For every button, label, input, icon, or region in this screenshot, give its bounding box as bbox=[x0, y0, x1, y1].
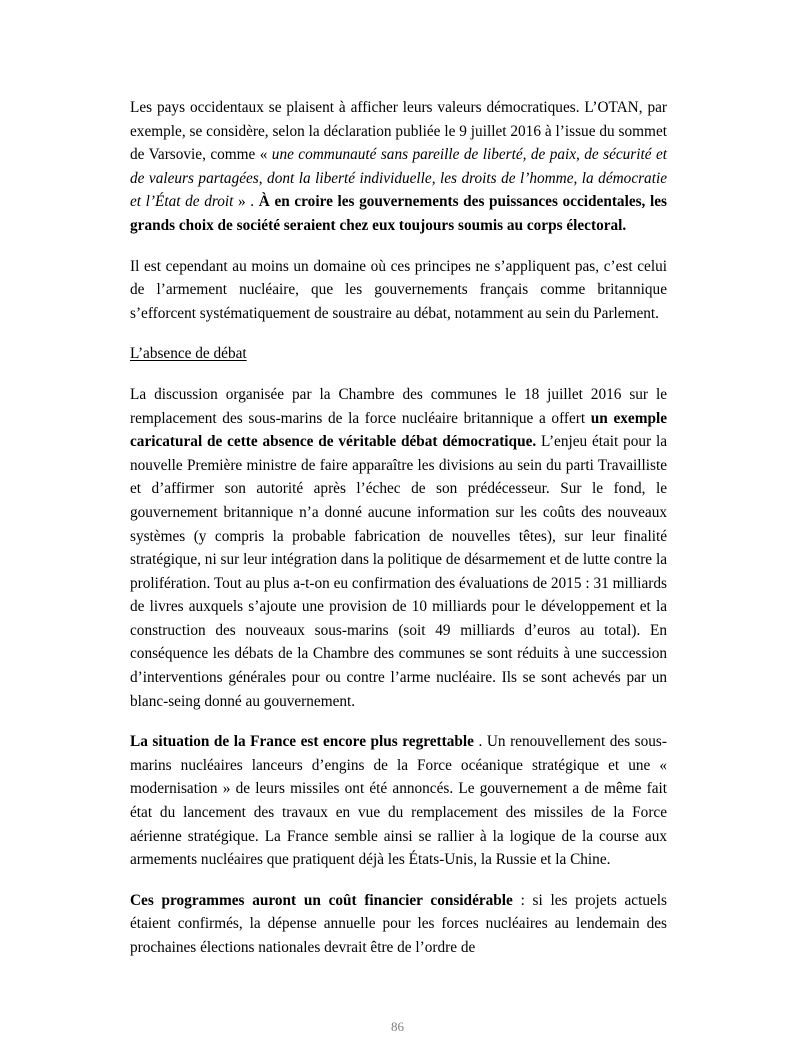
text-run-bold: Ces programmes auront un coût financier considérable bbox=[130, 891, 513, 909]
text-run: Les pays occidentaux se plaisent à afficher leurs valeurs démocratiques. L’OTAN, par exemple, se considère, selon la déclaration publiée le 9 juillet 2016 à l’issue du sommet de Varsovie, comme « bbox=[130, 99, 667, 164]
page-number: 86 bbox=[391, 1019, 404, 1034]
paragraph-2 bbox=[130, 255, 667, 326]
paragraph-3 bbox=[130, 383, 667, 713]
section-heading-label: L’absence de débat bbox=[130, 345, 247, 363]
text-run: » . bbox=[233, 193, 259, 211]
paragraph-1 bbox=[130, 96, 667, 238]
section-heading bbox=[130, 342, 667, 366]
text-run-bold: un exemple caricatural de cette absence de véritable débat démocratique. bbox=[130, 409, 668, 451]
paragraph-5 bbox=[130, 889, 667, 960]
text-run: L’enjeu était pour la nouvelle Première ministre de faire apparaître les divisions au sein du parti Travailliste et d’affirmer son autorité après l’échec de son prédécesseur. Sur le fond, le gouvernement britannique n’a donné aucune information sur les coûts des nouveaux systèmes (y compris la probable fabrication de nouvelles têtes), sur leur finalité stratégique, ni sur leur intégration dans la politique de désarmement et de lutte contre la prolifération. Tout au plus a-t-on eu confirmation des évaluations de 2015 : 31 milliards de livres auxquels s’ajoute une provision de 10 milliards pour le développement et la construction des nouveaux sous-marins (soit 49 milliards d’euros au total). En conséquence les débats de la Chambre des communes se sont réduits à une succession d’interventions générales pour ou contre l’arme nucléaire. Ils se sont achevés par un blanc-seing donné au gouvernement. bbox=[130, 433, 667, 710]
page-content bbox=[130, 96, 667, 960]
text-run: Il est cependant au moins un domaine où ces principes ne s’appliquent pas, c’est celui de l’armement nucléaire, que les gouvernements français comme britannique s’efforcent systématiquement de soustraire au débat, notamment au sein du Parlement. bbox=[130, 257, 667, 322]
text-run: : si les projets actuels étaient confirmés, la dépense annuelle pour les forces nucléaires au lendemain des prochaines élections nationales devrait être de l’ordre de bbox=[130, 891, 667, 956]
text-run: . Un renouvellement des sous-marins nucléaires lanceurs d’engins de la Force océanique stratégique et une « modernisation » de leurs missiles ont été annoncés. Le gouvernement a de même fait état du lancement des travaux en vue du remplacement des missiles de la Force aérienne stratégique. La France semble ainsi se rallier à la logique de la course aux armements nucléaires que pratiquent déjà les États-Unis, la Russie et la Chine. bbox=[130, 733, 667, 869]
text-run: La discussion organisée par la Chambre des communes le 18 juillet 2016 sur le remplacement des sous-marins de la force nucléaire britannique a offert bbox=[130, 385, 667, 427]
text-run-bold: À en croire les gouvernements des puissances occidentales, les grands choix de société seraient chez eux toujours soumis au corps électoral. bbox=[130, 193, 668, 234]
paragraph-4 bbox=[130, 730, 667, 872]
text-run-italic: une communauté sans pareille de liberté, de paix, de sécurité et de valeurs partagées, dont la liberté individuelle, les droits de l’homme, la démocratie et l’État de droit bbox=[130, 146, 667, 211]
text-run-bold: La situation de la France est encore plus regrettable bbox=[130, 733, 474, 751]
